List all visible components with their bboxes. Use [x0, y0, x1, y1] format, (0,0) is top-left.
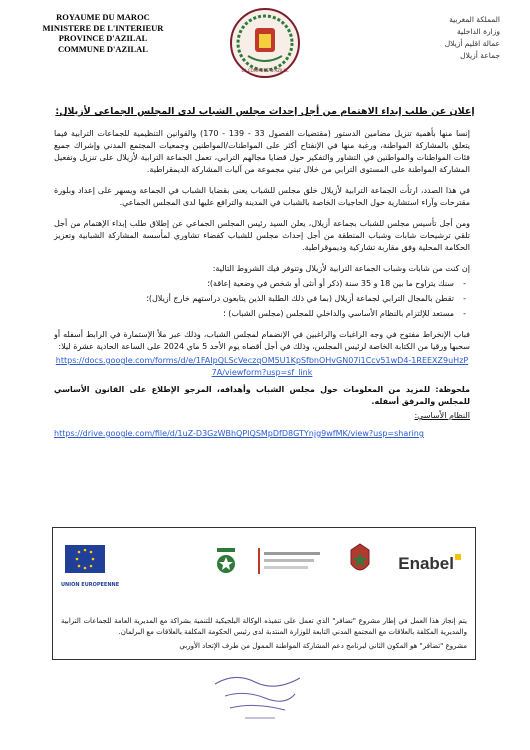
conditions-list	[54, 278, 470, 320]
paragraph: ومن أجل تأسيس مجلس للشباب بجماعة أزيلال، يعلن السيد رئيس المجلس الجماعي عن إطلاق طلب إبداء الإهتمام من أجل تلقي ترشيحات شابات وشباب المنطقة من أجل إحداث مجلس للشباب كفضاء تشاوري لمأسسة المشاركة الشبابية وتعزيز الحكامة المحلية وفق مقاربة تشاركية وديموقراطية.	[54, 219, 470, 252]
header-french	[28, 12, 178, 54]
partner-paragraph: يتم إنجاز هذا العمل في إطار مشروع "تضافر" الذي تعمل على تنفيذه الوكالة البلجيكية للتنمية بشراكة مع المديرية العامة للجماعات الترابية والمديرية المكلفة بالعلاقات مع المجتمع المدني التابعة للوزارة المنتدبة لدى رئيس الحكومة المكلفة بالعلاقات مع البرلمان.	[61, 617, 467, 636]
header-arabic	[380, 14, 500, 62]
enabel-text: Enabel	[398, 554, 454, 573]
enabel-logo	[398, 554, 461, 574]
partner-paragraph: مشروع "تضافر" هو المكون الثاني لبرنامج دعم المشاركة المواطنة الممول من طرف الإتحاد الأوربي	[179, 642, 467, 650]
condition-item: - سنك يتراوح ما بين 18 و 35 سنة (ذكر أو أنثى أو شخص في وضعية إعاقة)؛	[54, 278, 454, 290]
ministry-emblem-icon	[213, 546, 239, 578]
header-line: ROYAUME DU MAROC	[56, 12, 150, 22]
announcement-title: إعلان عن طلب إبداء الاهتمام من أجل إحداث مجلس الشباب لدى المجلس الجماعي لأزيلال:	[55, 106, 475, 117]
header-line: MINISTERE DE L'INTERIEUR	[42, 22, 164, 33]
header-line: عمالة اقليم أزيلال	[444, 39, 500, 48]
header-line: المملكة المغربية	[449, 15, 500, 24]
paragraph: إنسا منها بأهمية تنزيل مضامين الدستور (مقتضيات الفصول 33 - 139 - 170) والقوانين التنظيمية للجماعات الترابية فيما يتعلق بالمشاركة المواطنة، ورغبة منها في الإنفتاح أكثر على المواطنات/المواطنين وجمعيات المجتمع المدني وإشراك جميع فئات المواطنات والمواطنين في التشاور والتفكير حول قضايا مجالهم الترابي، تعمل الجماعة الترابية لأزيلال على تنزيل وتفعيل المشاركة المواطنة على المستوى الترابي من خلال تبني مجموعة من آليات المشاركة الديمقراطية.	[54, 129, 471, 174]
partner-text	[61, 616, 467, 652]
statute-link[interactable]: https://drive.google.com/file/d/1uZ-D3GzWBhQPIQSMpDfD8GTYnjg9wfMK/view?usp=sharing	[54, 429, 424, 438]
ministry-logo	[258, 548, 330, 574]
announcement-body	[54, 128, 470, 440]
header-line: وزارة الداخلية	[456, 27, 500, 36]
header-line: PROVINCE D'AZILAL	[58, 33, 148, 43]
enabel-dot-icon	[455, 554, 461, 560]
commune-emblem-logo	[228, 6, 302, 80]
eu-flag-icon	[65, 540, 105, 580]
note-paragraph: ملحوظة: للمزيد من المعلومات حول مجلس الشباب وأهدافه، المرجو الإطلاع على القانون الأساسي للمجلس والمرفق أسفله.	[54, 385, 470, 406]
condition-item: - مستعد للإلتزام بالنظام الأساسي والداخلي للمجلس (مجلس الشباب) ؛	[54, 308, 454, 320]
morocco-coat-of-arms-icon	[345, 542, 375, 578]
header-line: جماعة أزيلال	[460, 51, 500, 60]
emblem-text: LA COMMUNE D'AZILAL	[241, 68, 289, 73]
condition-item: - تقطن بالمجال الترابي لجماعة أزيلال (بما في ذلك الطلبة الذين يتابعون دراستهم خارج أزيلال)؛	[54, 293, 454, 305]
paragraph: في هذا الصدد، ارتأت الجماعة الترابية لأزيلال خلق مجلس للشباب يعنى بقضايا الشباب في الجماعة ويسهر على إعداد وبلورة مقترحات وآراء استشارية حول الحاجيات الخاصة بالشباب في المدينة والترافع عليها لدى المجلس الجماعي.	[54, 186, 470, 207]
signature-stamp	[205, 668, 315, 728]
eu-label: UNION EUROPEENNE	[61, 582, 120, 588]
statute-label: النظام الأساسي:	[414, 411, 470, 420]
registration-form-link[interactable]: https://docs.google.com/forms/d/e/1FAIpQLScVeczqOM5U1KpSfbnOHvGN07i1Ccv51wD4-1REEXZ9uHzP7A/viewform?usp=sf_link	[55, 356, 469, 377]
header-line: COMMUNE D'AZILAL	[58, 43, 148, 54]
paragraph: إن كنت من شابات وشباب الجماعة الترابية لأزيلال وتتوفر فيك الشروط التالية:	[212, 264, 470, 273]
registration-paragraph: فباب الإنخراط مفتوح في وجه الراغبات والراغبين في الإنضمام لمجلس الشباب، وذلك عبر ملأ الإستمارة في الرابط أسفله أو سحبها ورقيا من الكتابة الخاصة لرئيس المجلس، وذلك في أجل أقصاه يوم الأحد 5 ماي 2024 على الساعة الحادية عشرة ليلا:	[54, 330, 470, 351]
partner-box	[52, 527, 476, 660]
